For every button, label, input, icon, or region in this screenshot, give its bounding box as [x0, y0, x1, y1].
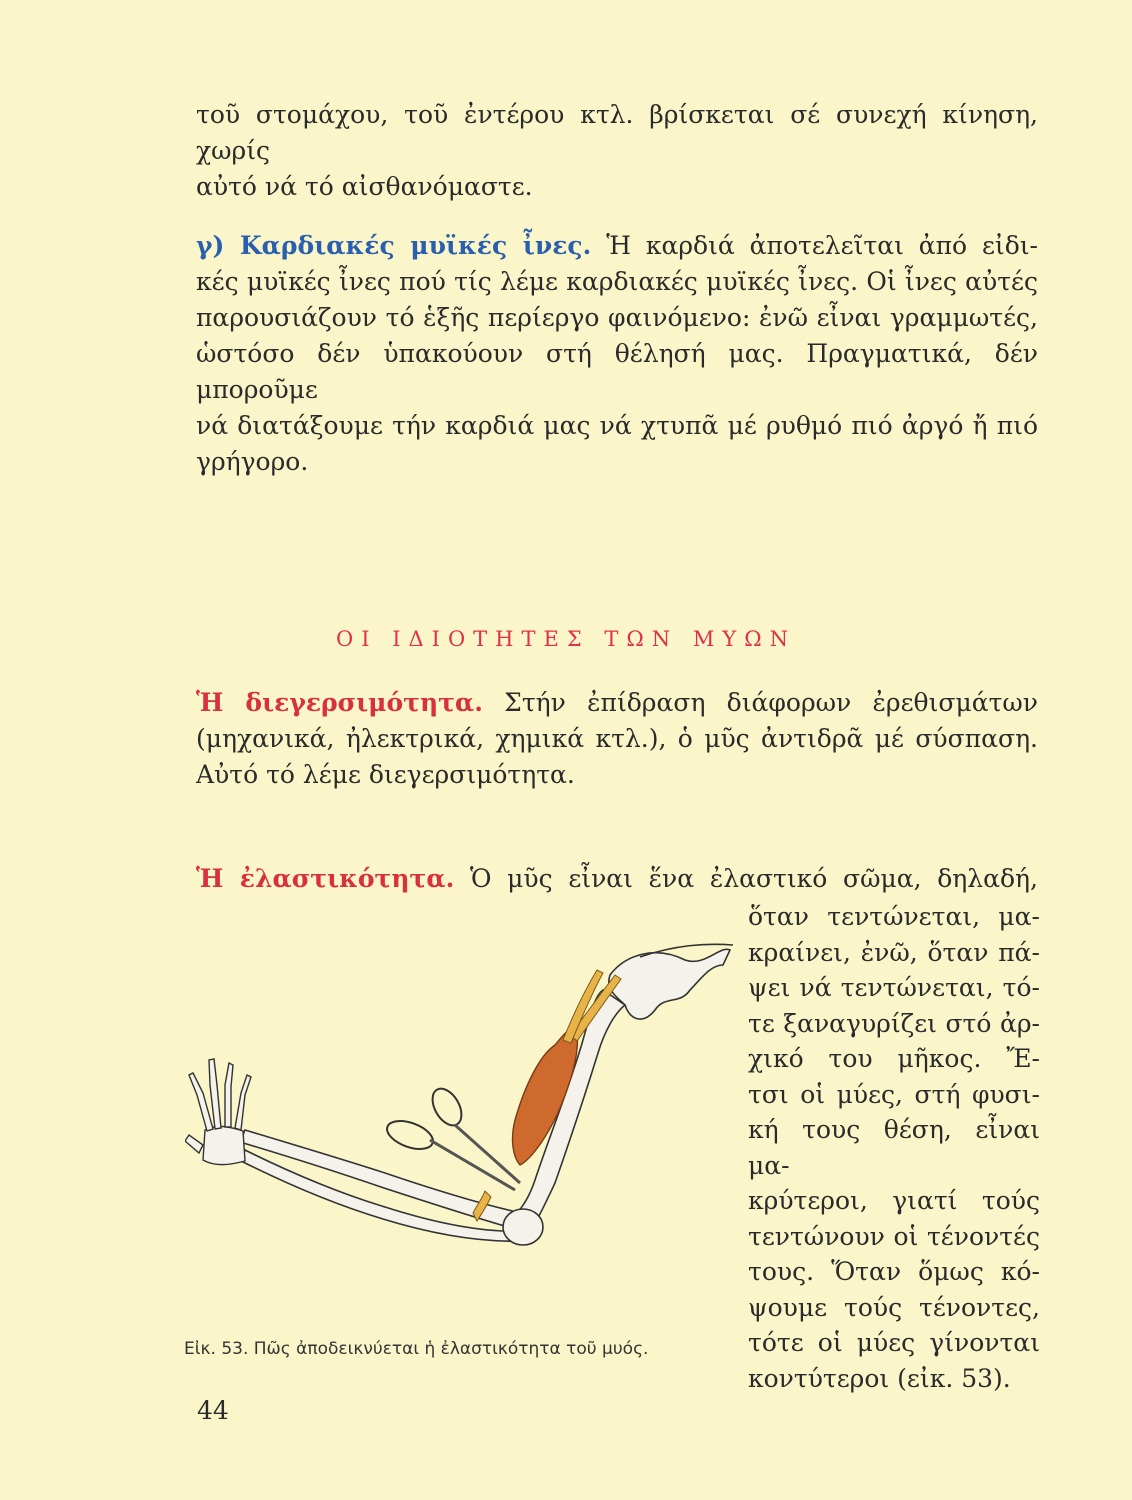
text-line: νά διατάξουμε τήν καρδιά μας νά χτυπᾶ μέ ρυθμό πιό ἀργό ἤ πιό — [196, 411, 1038, 440]
text-line: ψουμε τούς τένοντες, — [748, 1292, 1040, 1322]
text-line: κραίνει, ἐνῶ, ὅταν πά- — [748, 937, 1040, 967]
text-line: (μηχανικά, ἠλεκτρικά, χημικά κτλ.), ὁ μῦς ἀντιδρᾶ μέ σύσπαση. — [196, 724, 1038, 753]
shoulder-bone — [609, 949, 730, 1019]
text-fragment: Στήν ἐπίδραση διάφορων ἐρεθισμάτων — [504, 688, 1038, 717]
text-line: τοῦ στομάχου, τοῦ ἐντέρου κτλ. βρίσκεται σέ συνεχή κίνηση, χωρίς — [196, 100, 1038, 165]
text-line: τους. Ὅταν ὅμως κό- — [748, 1257, 1040, 1286]
cardiac-heading: γ) Καρδιακές μυϊκές ἶνες. — [196, 231, 592, 260]
elasticity-column — [748, 899, 1040, 1396]
scissors-icon — [383, 1084, 520, 1190]
text-line: αὐτό νά τό αἰσθανόμαστε. — [196, 172, 533, 201]
text-line: τεντώνουν οἱ τένοντές — [748, 1221, 1040, 1251]
text-line: γρήγορο. — [196, 447, 309, 476]
excitability-heading: Ἡ διεγερσιμότητα. — [196, 688, 483, 717]
text-line: τσι οἱ μύες, στή φυσι- — [748, 1079, 1040, 1109]
text-line: χικό του μῆκος. Ἔ- — [748, 1044, 1040, 1073]
text-line: κρύτεροι, γιατί τούς — [748, 1186, 1040, 1215]
elasticity-heading: Ἡ ἐλαστικότητα. — [196, 864, 455, 893]
text-line: κοντύτεροι (εἰκ. 53). — [748, 1363, 1011, 1393]
text-line: ὡστόσο δέν ὑπακούουν στή θέλησή μας. Πραγματικά, δέν μποροῦμε — [196, 339, 1038, 404]
page-number: 44 — [197, 1396, 229, 1425]
elbow-joint — [503, 1209, 543, 1245]
text-line: τότε οἱ μύες γίνονται — [748, 1328, 1040, 1357]
text-line: παρουσιάζουν τό ἑξῆς περίεργο φαινόμενο: ἐνῶ εἶναι γραμμωτές, — [196, 303, 1038, 332]
text-line: Αὐτό τό λέμε διεγερσιμότητα. — [196, 760, 575, 789]
text-line — [196, 685, 1038, 721]
section-title: ΟΙ ΙΔΙΟΤΗΤΕΣ ΤΩΝ ΜΥΩΝ — [336, 627, 796, 651]
text-line: ὅταν τεντώνεται, μα- — [748, 902, 1040, 931]
elasticity-paragraph — [196, 861, 1038, 897]
cardiac-paragraph — [196, 228, 1038, 480]
text-fragment: Ὁ μῦς εἶναι ἕνα ἐλαστικό σῶμα, δηλαδή, — [470, 864, 1038, 893]
text-line — [196, 861, 1038, 897]
text-line: κή τους θέση, εἶναι μα- — [748, 1115, 1040, 1180]
figure-caption: Εἰκ. 53. Πῶς ἀποδεικνύεται ἡ ἐλαστικότητα τοῦ μυός. — [184, 1339, 649, 1359]
text-fragment: Ἡ καρδιά ἀποτελεῖται ἀπό εἰδι- — [606, 231, 1038, 260]
excitability-paragraph — [196, 685, 1038, 793]
arm-muscle-illustration — [185, 935, 735, 1265]
text-line: τε ξαναγυρίζει στό ἀρ- — [748, 1008, 1040, 1038]
text-line — [196, 228, 1038, 264]
text-line: κές μυϊκές ἶνες πού τίς λέμε καρδιακές μυϊκές ἶνες. Οἱ ἶνες αὐτές — [196, 267, 1038, 296]
top-paragraph — [196, 97, 1038, 205]
text-line: ψει νά τεντώνεται, τό- — [748, 973, 1040, 1002]
hand-bones — [185, 1059, 251, 1165]
